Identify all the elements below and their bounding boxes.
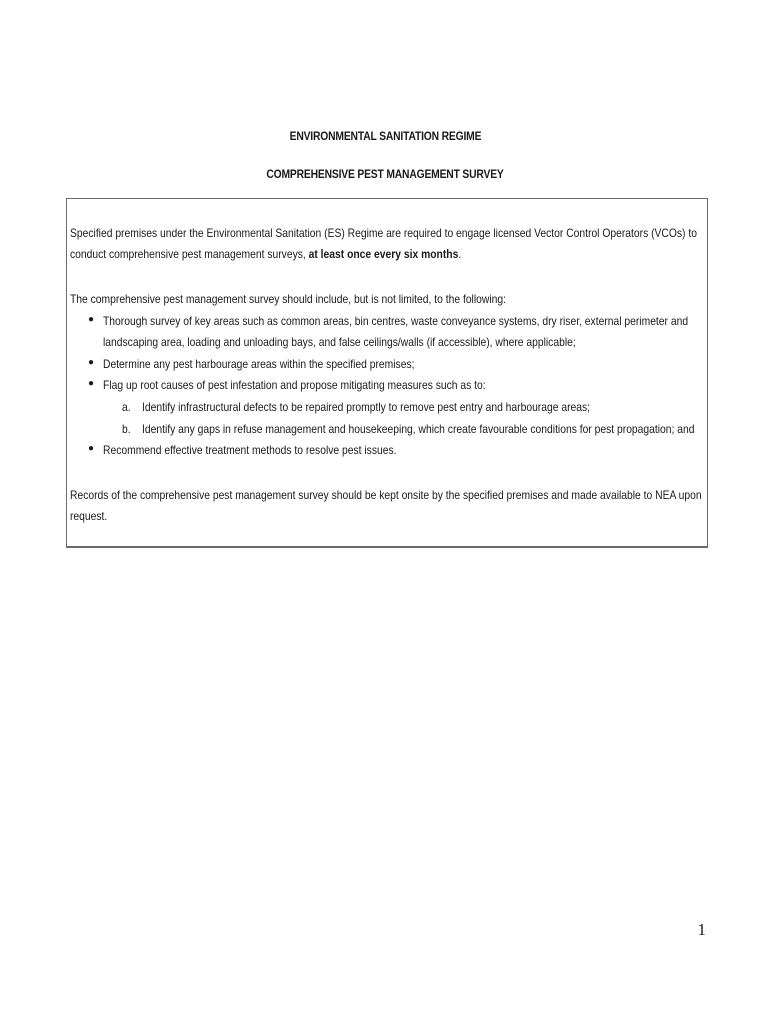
- bullet-2: Determine any pest harbourage areas within the specified premises;: [103, 357, 415, 371]
- bullet-4: Recommend effective treatment methods to resolve pest issues.: [103, 443, 397, 457]
- list-intro: The comprehensive pest management survey should include, but is not limited, to the following:: [70, 292, 506, 306]
- intro-text: conduct comprehensive pest management surveys,: [70, 247, 309, 261]
- document-title: ENVIRONMENTAL SANITATION REGIME: [289, 129, 481, 143]
- bullet-3: Flag up root causes of pest infestation and propose mitigating measures such as to:: [103, 378, 486, 392]
- intro-line-1: Specified premises under the Environmental Sanitation (ES) Regime are required to engage licensed Vector Control Operators (VCOs) to: [70, 226, 697, 240]
- sub-item-a-text: Identify infrastructural defects to be repaired promptly to remove pest entry and harbourage areas;: [142, 400, 591, 414]
- bullet-1-line-2: landscaping area, loading and unloading bays, and false ceilings/walls (if accessible), where applicable;: [103, 335, 576, 349]
- records-line-2: request.: [70, 509, 108, 523]
- frequency-emphasis: at least once every six months: [308, 247, 459, 261]
- sub-item-b-text: Identify any gaps in refuse management and housekeeping, which create favourable conditions for pest propagation; and: [142, 422, 695, 436]
- bullet-icon: ●: [88, 357, 95, 368]
- intro-period: .: [458, 247, 462, 261]
- page-number: 1: [697, 920, 706, 939]
- intro-line-2: [70, 247, 525, 261]
- bullet-icon: ●: [88, 314, 95, 325]
- bullet-1-line-1: [103, 314, 703, 328]
- bullet-icon: ●: [88, 378, 95, 389]
- bullet-icon: ●: [88, 443, 95, 454]
- sub-item-b-marker: b.: [122, 422, 131, 436]
- justified-line: Thorough survey of key areas such as common areas, bin centres, waste conveyance systems, dry riser, external perimeter and: [103, 314, 689, 328]
- records-line-1: Records of the comprehensive pest management survey should be kept onsite by the specified premises and made available to NEA upon: [70, 488, 702, 502]
- sub-item-a-marker: a.: [122, 400, 131, 414]
- document-subtitle: COMPREHENSIVE PEST MANAGEMENT SURVEY: [266, 167, 504, 181]
